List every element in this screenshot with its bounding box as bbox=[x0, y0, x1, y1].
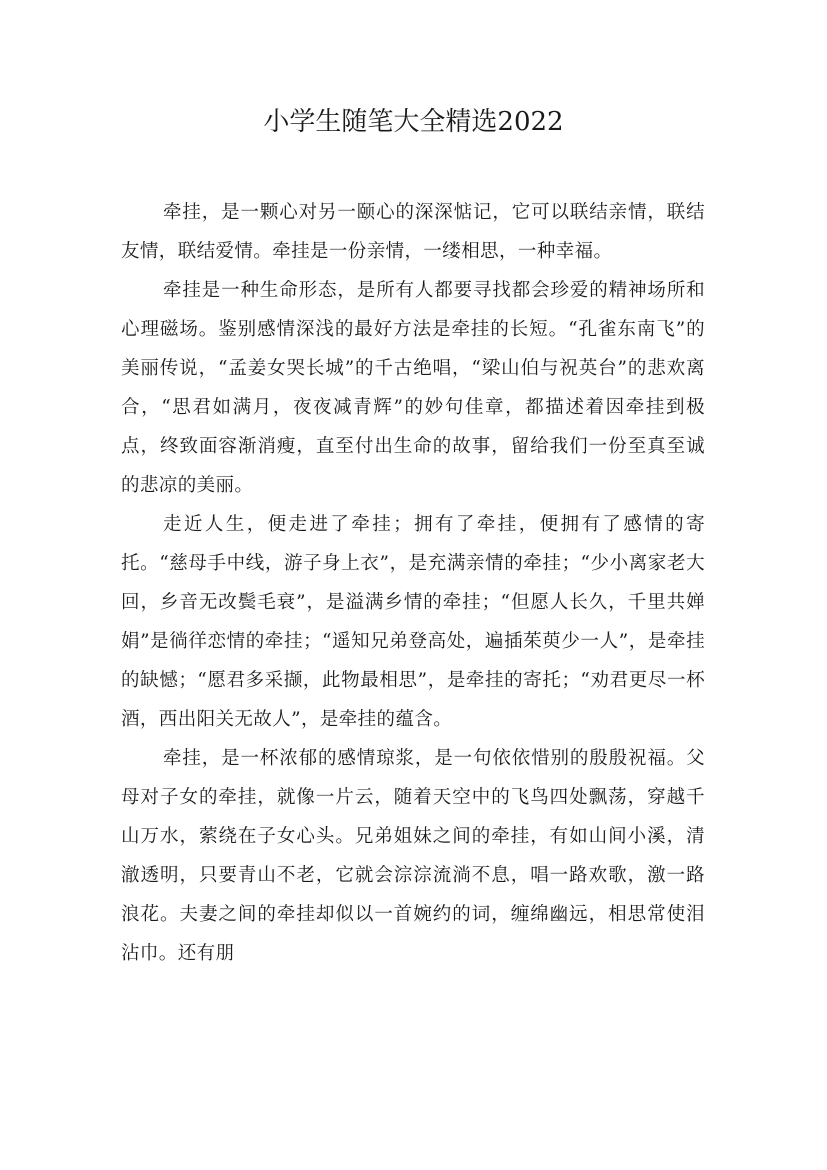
document-body bbox=[121, 193, 705, 973]
paragraph-4: 牵挂，是一杯浓郁的感情琼浆，是一句依依惜别的殷殷祝福。父母对子女的牵挂，就像一片云，随着天空中的飞鸟四处飘荡，穿越千山万水，萦绕在子女心头。兄弟姐妹之间的牵挂，有如山间小溪，清澈透明，只要青山不老，它就会淙淙流淌不息，唱一路欢歌，激一路浪花。夫妻之间的牵挂却似以一首婉约的词，缠绵幽远，相思常使泪沾巾。还有朋 bbox=[121, 748, 705, 964]
document-title: 小学生随笔大全精选2022 bbox=[263, 107, 564, 137]
paragraph-2: 牵挂是一种生命形态，是所有人都要寻找都会珍爱的精神场所和心理磁场。鉴别感情深浅的最好方法是牵挂的长短。“孔雀东南飞”的美丽传说，“孟姜女哭长城”的千古绝唱，“梁山伯与祝英台”的悲欢离合，“思君如满月，夜夜减青辉”的妙句佳章，都描述着因牵挂到极点，终致面容渐消瘦，直至付出生命的故事，留给我们一份至真至诚的悲凉的美丽。 bbox=[121, 280, 705, 496]
paragraph-1: 牵挂，是一颗心对另一颐心的深深惦记，它可以联结亲情，联结友情，联结爱情。牵挂是一份亲情，一缕相思，一种幸福。 bbox=[121, 202, 705, 262]
paragraph-3: 走近人生，便走进了牵挂；拥有了牵挂，便拥有了感情的寄托。“慈母手中线，游子身上衣”，是充满亲情的牵挂；“少小离家老大回，乡音无改鬓毛衰”，是溢满乡情的牵挂；“但愿人长久，千里共婵娟”是徜徉恋情的牵挂；“遥知兄弟登高处，遍插茱萸少一人”，是牵挂的缺憾；“愿君多采撷，此物最相思”，是牵挂的寄托；“劝君更尽一杯酒，西出阳关无故人”，是牵挂的蕴含。 bbox=[121, 514, 705, 730]
